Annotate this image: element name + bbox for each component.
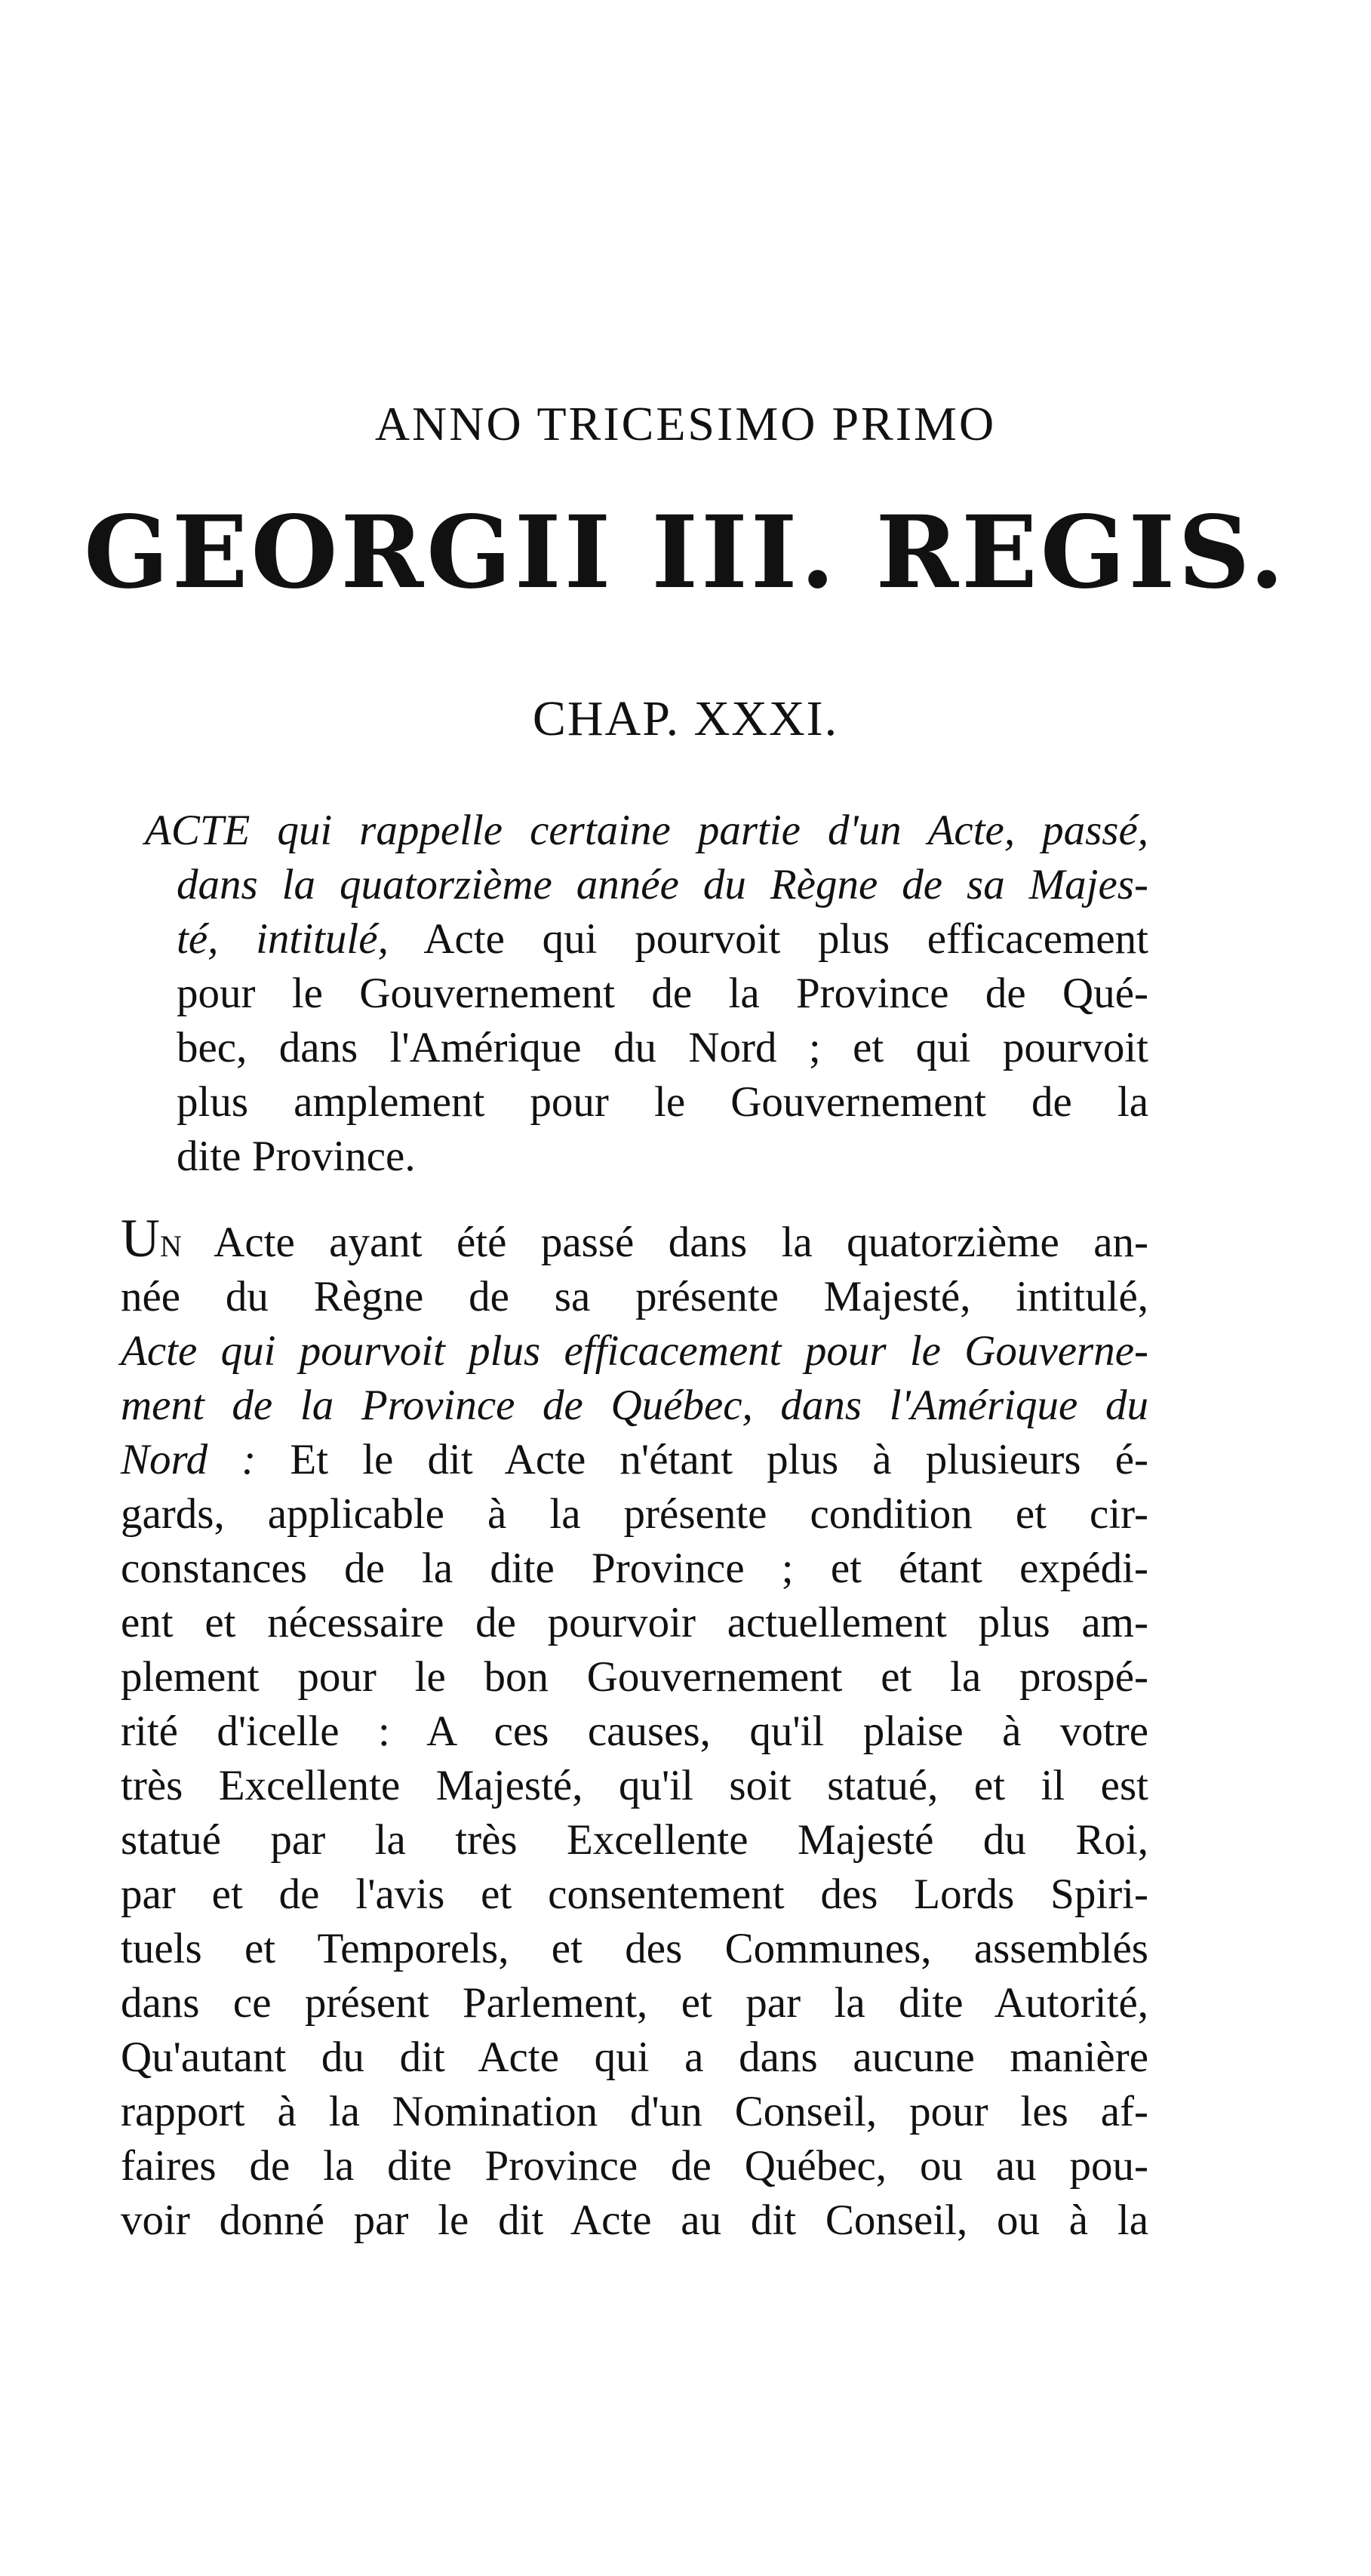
body-line xyxy=(121,2139,1148,2193)
text-run: statué par la très Excellente Majesté du Roi, xyxy=(121,1816,1148,1864)
text-run: ment de la Province de Québec, dans l'Amérique du xyxy=(121,1382,1148,1429)
body-line xyxy=(121,2030,1148,2085)
text-run: par et de l'avis et consentement des Lords Spiri- xyxy=(121,1871,1148,1918)
body-line xyxy=(121,1542,1148,1596)
text-run: Acte qui pourvoit plus efficacement pour le Gouverne- xyxy=(121,1327,1148,1375)
title-line xyxy=(145,1075,1148,1130)
body-line xyxy=(121,1208,1148,1270)
body-line xyxy=(121,1813,1148,1867)
title-line xyxy=(145,1021,1148,1075)
text-run: faires de la dite Province de Québec, ou au pou- xyxy=(121,2142,1148,2190)
body-line xyxy=(121,1759,1148,1813)
text-run: té, intitulé, xyxy=(177,915,389,963)
text-run: dans ce présent Parlement, et par la dite Autorité, xyxy=(121,1979,1148,2027)
body-line xyxy=(121,1433,1148,1487)
body-line xyxy=(121,1379,1148,1433)
body-line xyxy=(121,1922,1148,1976)
body-line xyxy=(121,1867,1148,1922)
title-line xyxy=(145,858,1148,912)
body-line xyxy=(121,2085,1148,2139)
title-line xyxy=(145,967,1148,1021)
text-run: voir donné par le dit Acte au dit Conseil, ou à la xyxy=(121,2196,1148,2244)
text-run: Qu'autant du dit Acte qui a dans aucune manière xyxy=(121,2033,1148,2081)
body-line xyxy=(121,1976,1148,2030)
text-run: constances de la dite Province ; et étant expédi- xyxy=(121,1545,1148,1592)
chapter-heading: CHAP. XXXI. xyxy=(532,691,839,746)
text-run: dans la quatorzième année du Règne de sa Majes- xyxy=(177,861,1148,908)
regis-heading: GEORGII III. REGIS. xyxy=(84,494,1287,611)
act-body xyxy=(121,1208,1149,2248)
small-caps: n xyxy=(160,1219,182,1266)
text-run: Et le dit Acte n'étant plus à plusieurs é- xyxy=(256,1436,1149,1483)
body-line xyxy=(121,1705,1148,1759)
text-run: ACTE qui rappelle certaine partie d'un Acte, passé, xyxy=(145,807,1148,854)
body-line xyxy=(121,1650,1148,1705)
text-run: gards, applicable à la présente condition et cir- xyxy=(121,1490,1148,1538)
text-run: Nord : xyxy=(121,1436,257,1483)
body-line xyxy=(121,2193,1148,2248)
text-run: tuels et Temporels, et des Communes, assemblés xyxy=(121,1925,1148,1972)
text-run: rité d'icelle : A ces causes, qu'il plaise à votre xyxy=(121,1708,1148,1755)
title-line xyxy=(145,1130,1148,1184)
body-line xyxy=(121,1487,1148,1542)
body-line xyxy=(121,1270,1148,1324)
body-line xyxy=(121,1596,1148,1650)
text-run: née du Règne de sa présente Majesté, intitulé, xyxy=(121,1273,1148,1320)
text-run: rapport à la Nomination d'un Conseil, pour les af- xyxy=(121,2088,1148,2135)
text-run: Acte qui pourvoit plus efficacement xyxy=(388,915,1148,963)
text-run: très Excellente Majesté, qu'il soit statué, et il est xyxy=(121,1762,1148,1809)
text-run: plus amplement pour le Gouvernement de la xyxy=(177,1078,1148,1126)
anno-heading: ANNO TRICESIMO PRIMO xyxy=(374,397,997,450)
text-run: pour le Gouvernement de la Province de Qué- xyxy=(177,970,1148,1017)
act-title xyxy=(145,804,1148,1184)
title-line xyxy=(145,804,1148,858)
text-run: Acte ayant été passé dans la quatorzième an- xyxy=(181,1219,1148,1266)
text-run: bec, dans l'Amérique du Nord ; et qui pourvoit xyxy=(177,1024,1148,1071)
title-line xyxy=(145,912,1148,967)
text-run: plement pour le bon Gouvernement et la prospé- xyxy=(121,1653,1148,1701)
drop-cap: U xyxy=(121,1208,160,1268)
body-line xyxy=(121,1324,1148,1379)
text-run: ent et nécessaire de pourvoir actuellement plus am- xyxy=(121,1599,1148,1646)
text-run: dite Province. xyxy=(177,1133,416,1180)
